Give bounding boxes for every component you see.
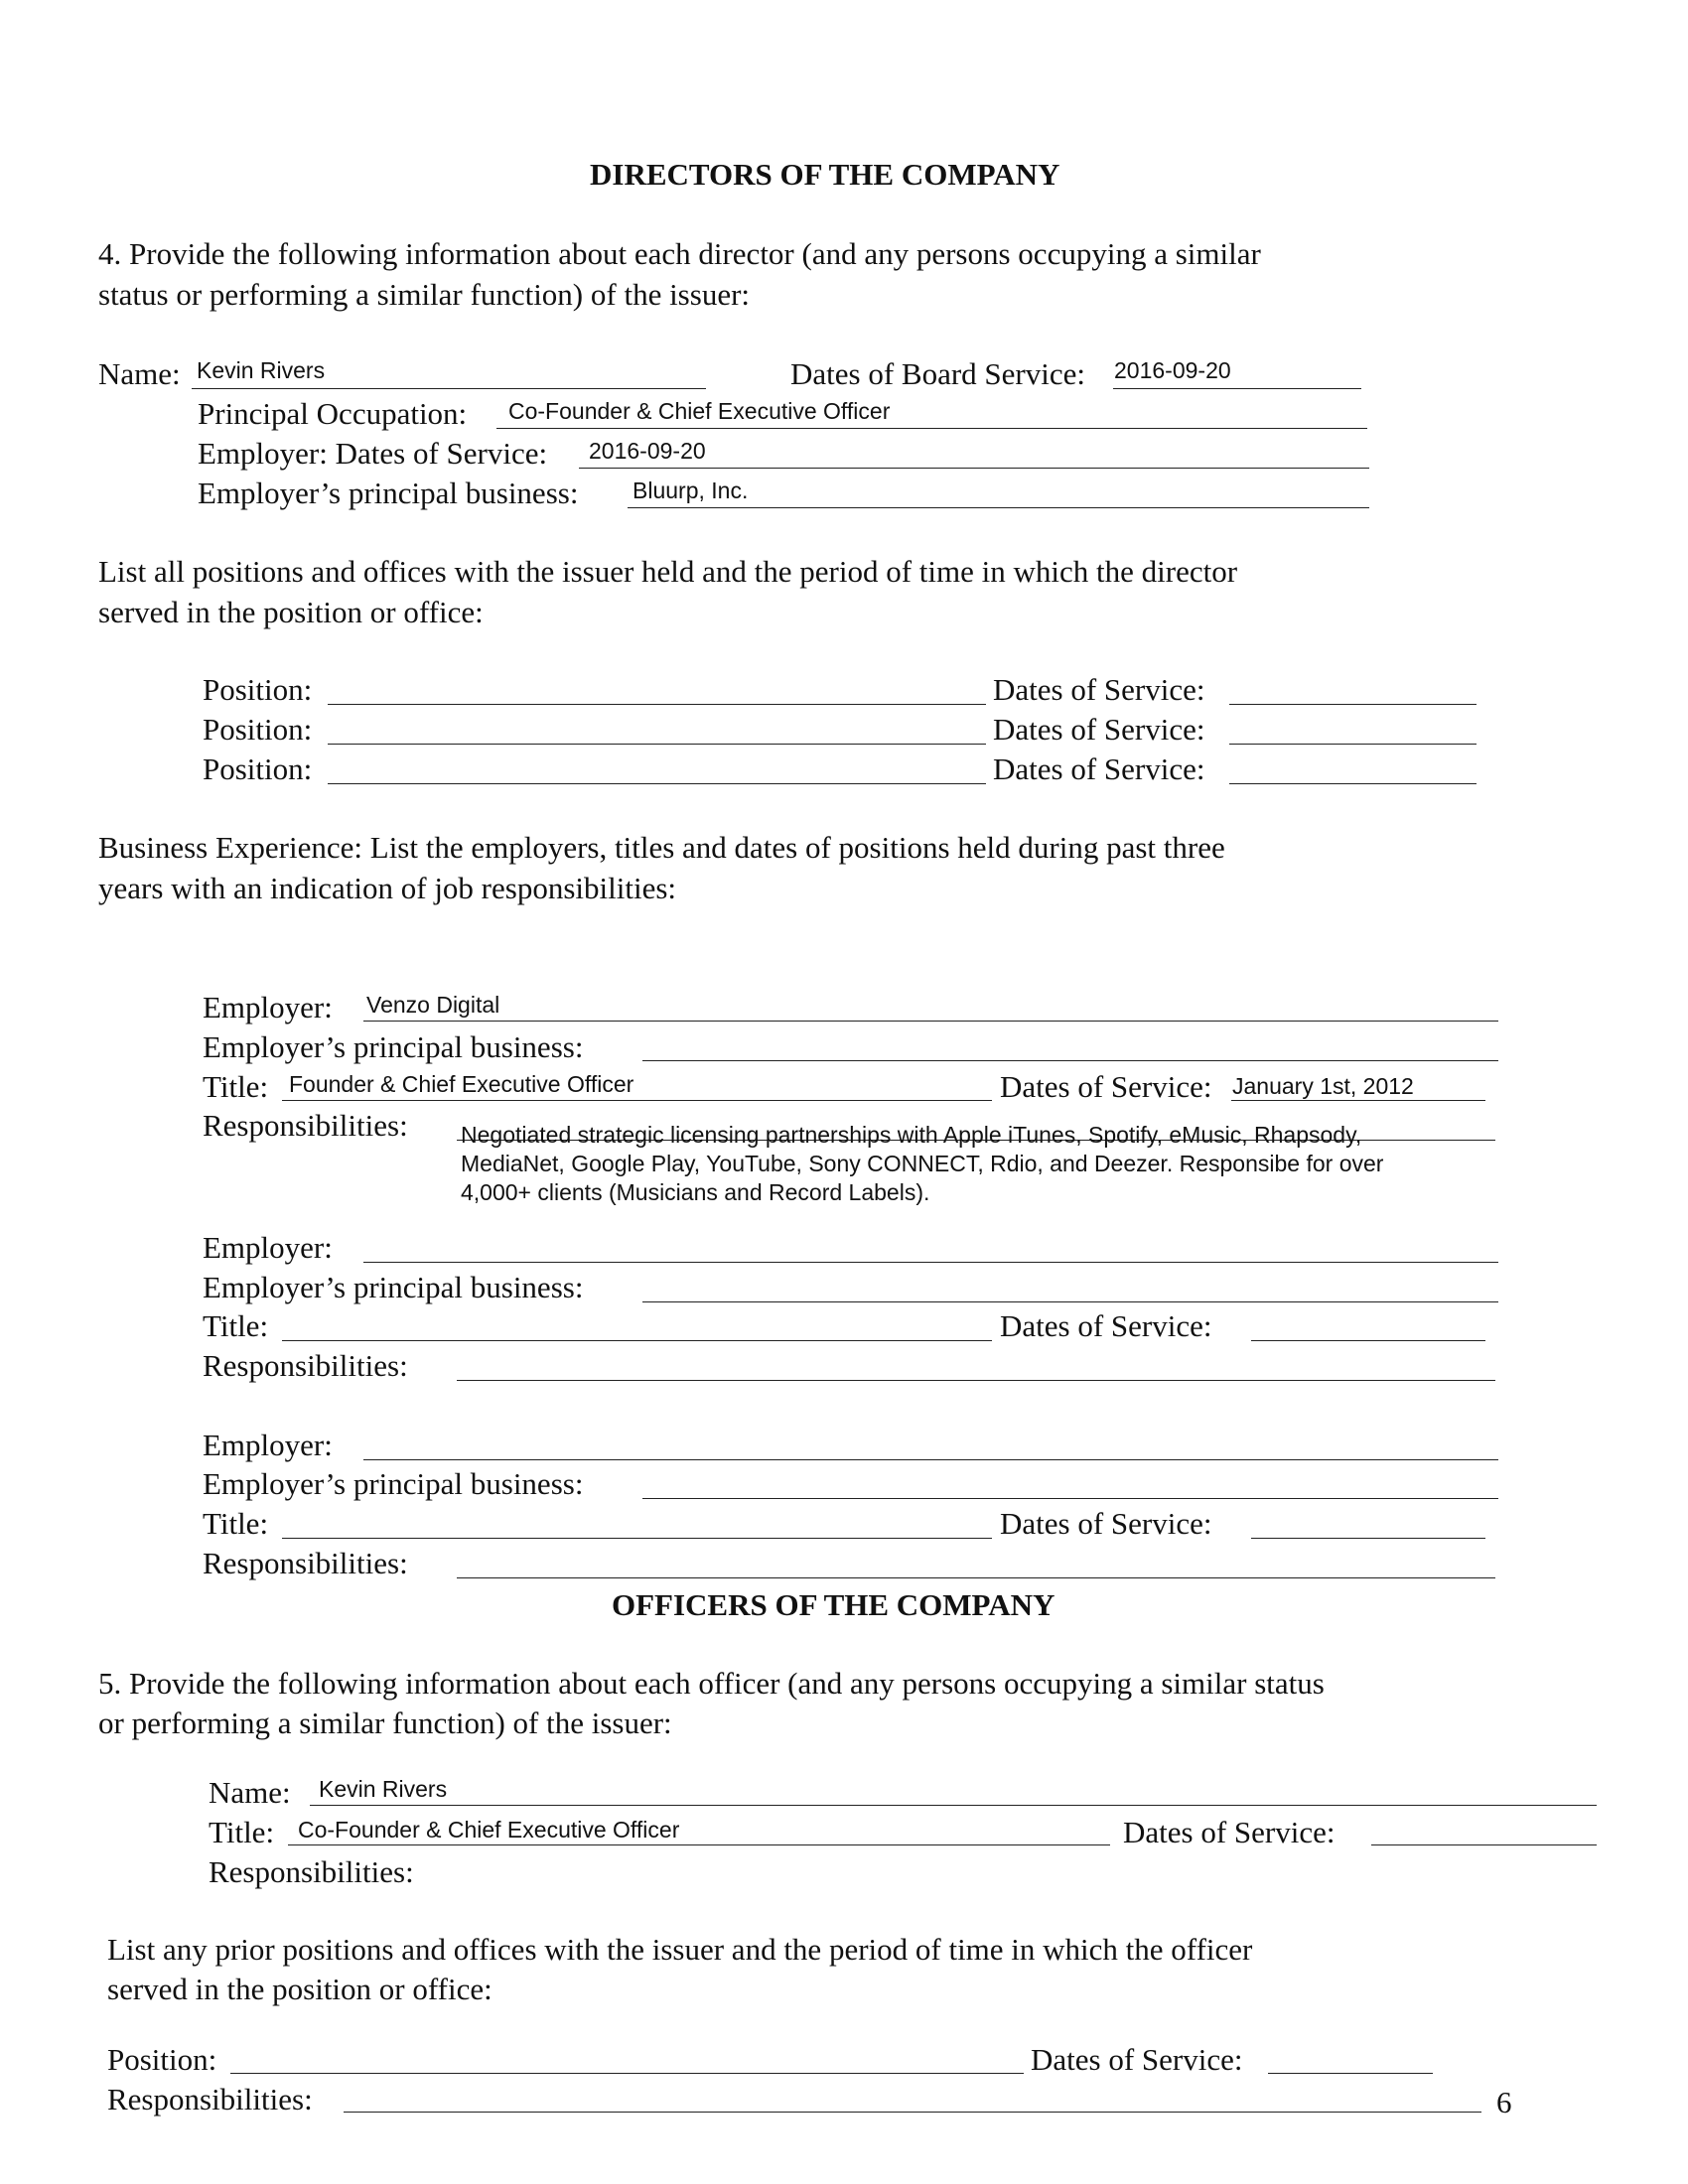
exp2-dates-line[interactable]	[1251, 1340, 1485, 1341]
exp1-employer-line	[363, 1021, 1498, 1022]
officer-dates-line[interactable]	[1371, 1844, 1597, 1845]
exp1-business-label: Employer’s principal business:	[203, 1029, 584, 1064]
exp1-business-line[interactable]	[642, 1060, 1498, 1061]
director-name-value[interactable]: Kevin Rivers	[197, 357, 326, 383]
officer-name-line	[310, 1805, 1597, 1806]
exp3-business-line[interactable]	[642, 1498, 1498, 1499]
position-label-2: Position:	[203, 712, 313, 747]
exp2-responsibilities-label: Responsibilities:	[203, 1348, 408, 1383]
page-number: 6	[1496, 2085, 1512, 2119]
position-label-3: Position:	[203, 751, 313, 786]
principal-occupation-line	[496, 428, 1367, 429]
prior-responsibilities-line[interactable]	[344, 2112, 1481, 2113]
directors-intro-line2: status or performing a similar function) of the issuer:	[98, 277, 751, 312]
exp2-dates-label: Dates of Service:	[1000, 1308, 1212, 1343]
board-service-line	[1113, 388, 1361, 389]
officer-name-label: Name:	[209, 1775, 291, 1810]
employer-business-line	[628, 507, 1369, 508]
board-service-label: Dates of Board Service:	[790, 356, 1085, 391]
prior-position-label: Position:	[107, 2042, 217, 2077]
employer-dates-label: Employer: Dates of Service:	[198, 436, 548, 471]
officer-title-value[interactable]: Co-Founder & Chief Executive Officer	[298, 1817, 680, 1843]
exp2-title-line[interactable]	[282, 1340, 992, 1341]
exp2-employer-label: Employer:	[203, 1230, 333, 1265]
position-label-1: Position:	[203, 672, 313, 707]
positions-intro-line2: served in the position or office:	[98, 595, 484, 629]
principal-occupation-value[interactable]: Co-Founder & Chief Executive Officer	[508, 398, 891, 424]
officer-dates-label: Dates of Service:	[1123, 1815, 1336, 1849]
position-dates-line-3[interactable]	[1229, 783, 1477, 784]
exp1-title-value[interactable]: Founder & Chief Executive Officer	[289, 1071, 634, 1097]
exp3-dates-line[interactable]	[1251, 1538, 1485, 1539]
prior-position-line[interactable]	[230, 2073, 1024, 2074]
exp1-employer-value[interactable]: Venzo Digital	[366, 992, 500, 1018]
position-dates-label-3: Dates of Service:	[993, 751, 1205, 786]
exp1-responsibilities-line2[interactable]: MediaNet, Google Play, YouTube, Sony CONNECT, Rdio, and Deezer. Responsibe for over	[461, 1151, 1384, 1176]
officer-name-value[interactable]: Kevin Rivers	[319, 1776, 448, 1802]
exp1-responsibilities-line1[interactable]: Negotiated strategic licensing partnerships with Apple iTunes, Spotify, eMusic, Rhapsody,	[461, 1122, 1362, 1148]
exp2-business-label: Employer’s principal business:	[203, 1270, 584, 1304]
director-name-line	[192, 388, 706, 389]
exp3-employer-line[interactable]	[363, 1459, 1498, 1460]
exp1-responsibilities-label: Responsibilities:	[203, 1108, 408, 1143]
director-name-label: Name:	[98, 356, 181, 391]
exp1-title-line	[282, 1100, 992, 1101]
position-line-1[interactable]	[328, 704, 986, 705]
position-dates-label-1: Dates of Service:	[993, 672, 1205, 707]
prior-dates-label: Dates of Service:	[1031, 2042, 1243, 2077]
exp3-responsibilities-line[interactable]	[457, 1577, 1495, 1578]
exp3-business-label: Employer’s principal business:	[203, 1466, 584, 1501]
experience-intro-line1: Business Experience: List the employers, titles and dates of positions held during past three	[98, 830, 1225, 865]
position-line-3[interactable]	[328, 783, 986, 784]
exp1-responsibilities-line3[interactable]: 4,000+ clients (Musicians and Record Labels).	[461, 1179, 930, 1205]
exp3-employer-label: Employer:	[203, 1428, 333, 1462]
directors-heading: DIRECTORS OF THE COMPANY	[590, 157, 1060, 192]
officer-title-label: Title:	[209, 1815, 275, 1849]
exp3-dates-label: Dates of Service:	[1000, 1506, 1212, 1541]
employer-dates-value[interactable]: 2016-09-20	[589, 438, 706, 464]
experience-intro-line2: years with an indication of job responsibilities:	[98, 871, 677, 905]
positions-intro-line1: List all positions and offices with the issuer held and the period of time in which the director	[98, 554, 1238, 589]
prior-intro-line2: served in the position or office:	[107, 1972, 492, 2006]
position-dates-line-2[interactable]	[1229, 744, 1477, 745]
employer-dates-line	[579, 468, 1369, 469]
officer-responsibilities-label: Responsibilities:	[209, 1854, 414, 1889]
exp1-dates-value[interactable]: January 1st, 2012	[1232, 1073, 1414, 1099]
prior-responsibilities-label: Responsibilities:	[107, 2082, 313, 2116]
officers-intro-line1: 5. Provide the following information about each officer (and any persons occupying a similar status	[98, 1666, 1325, 1701]
exp3-title-label: Title:	[203, 1506, 269, 1541]
principal-occupation-label: Principal Occupation:	[198, 396, 468, 431]
exp1-dates-label: Dates of Service:	[1000, 1069, 1212, 1104]
exp3-responsibilities-label: Responsibilities:	[203, 1546, 408, 1580]
board-service-value[interactable]: 2016-09-20	[1114, 357, 1231, 383]
exp1-employer-label: Employer:	[203, 990, 333, 1024]
prior-dates-line[interactable]	[1268, 2073, 1433, 2074]
directors-intro-line1: 4. Provide the following information about each director (and any persons occupying a similar	[98, 236, 1261, 271]
exp2-responsibilities-line[interactable]	[457, 1380, 1495, 1381]
position-dates-line-1[interactable]	[1229, 704, 1477, 705]
employer-business-value[interactable]: Bluurp, Inc.	[633, 478, 749, 503]
exp3-title-line[interactable]	[282, 1538, 992, 1539]
employer-business-label: Employer’s principal business:	[198, 476, 579, 510]
position-line-2[interactable]	[328, 744, 986, 745]
officers-heading: OFFICERS OF THE COMPANY	[612, 1587, 1055, 1622]
exp2-employer-line[interactable]	[363, 1262, 1498, 1263]
exp1-title-label: Title:	[203, 1069, 269, 1104]
position-dates-label-2: Dates of Service:	[993, 712, 1205, 747]
exp2-business-line[interactable]	[642, 1301, 1498, 1302]
exp2-title-label: Title:	[203, 1308, 269, 1343]
officer-title-line	[288, 1844, 1110, 1845]
prior-intro-line1: List any prior positions and offices with the issuer and the period of time in which the officer	[107, 1932, 1253, 1967]
officers-intro-line2: or performing a similar function) of the issuer:	[98, 1706, 672, 1740]
